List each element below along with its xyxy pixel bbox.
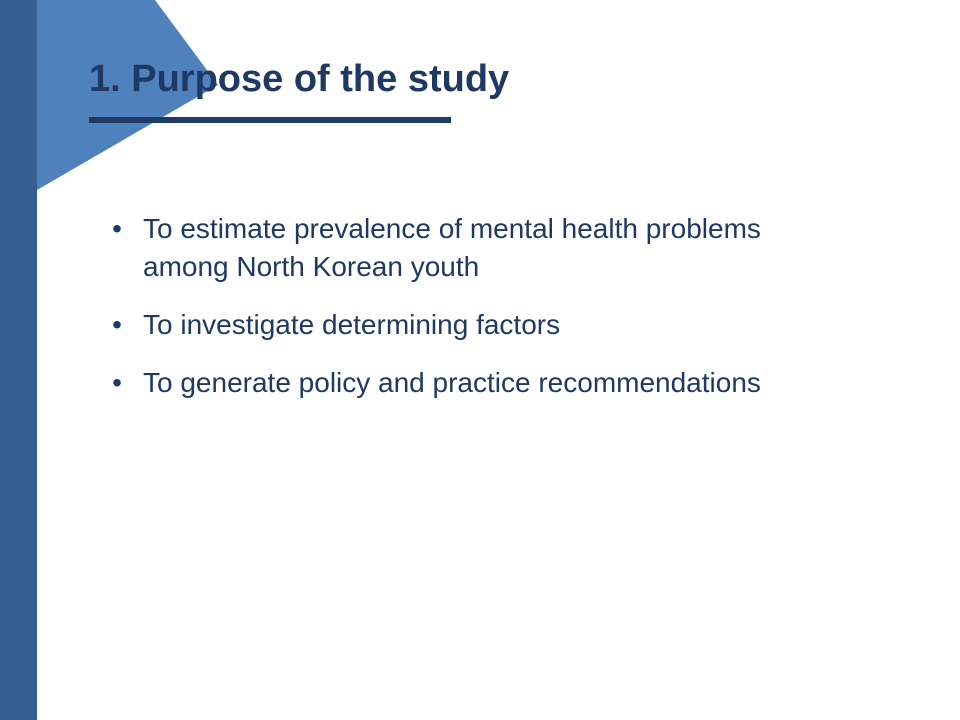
bullet-text: To generate policy and practice recommendations: [143, 367, 761, 398]
bullet-item: [105, 210, 825, 286]
bullet-dot: •: [112, 367, 122, 398]
bullet-text: To investigate determining factors: [143, 309, 561, 340]
bullet-text: To estimate prevalence of mental health problems among North Korean youth: [143, 213, 761, 282]
title-underline: [89, 117, 451, 123]
left-accent-bar: [0, 0, 37, 720]
bullet-item: [105, 364, 825, 402]
bullet-item: [105, 306, 825, 344]
bullet-dot: •: [112, 213, 122, 244]
slide-title: 1. Purpose of the study: [89, 58, 510, 100]
bullet-dot: •: [112, 309, 122, 340]
bullet-list: [105, 210, 825, 422]
